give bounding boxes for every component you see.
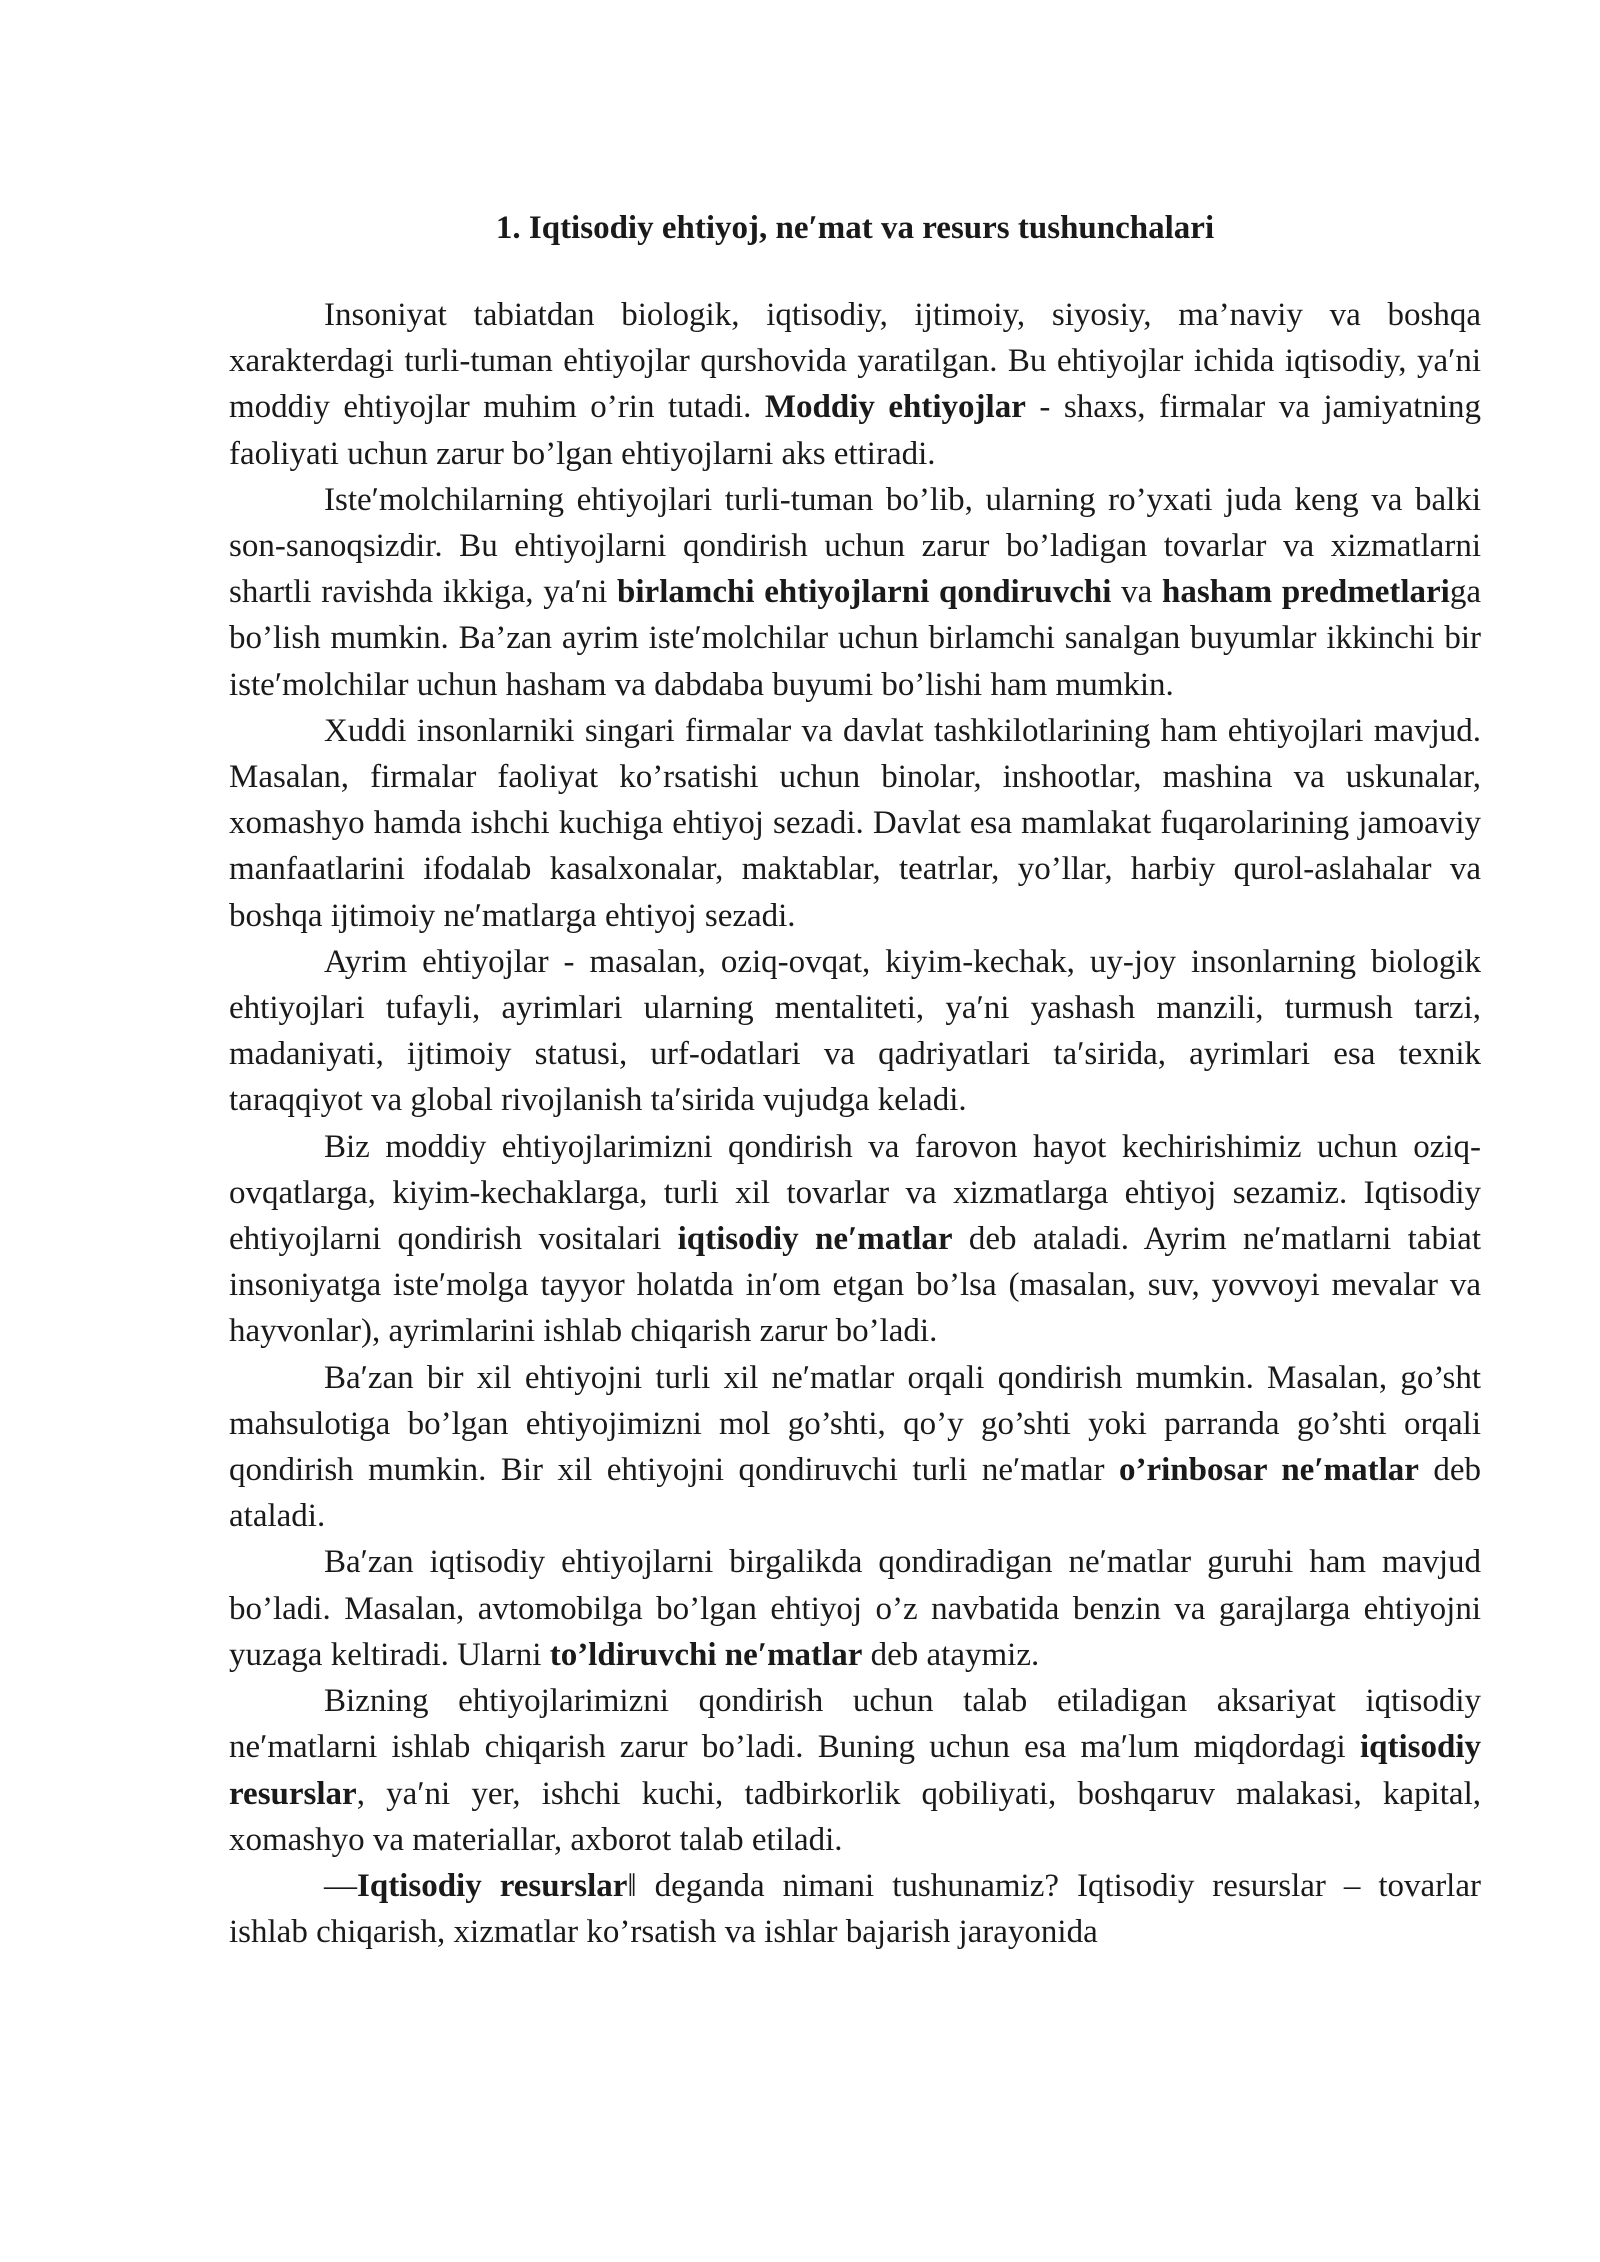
text-segment: deb ataladi. Ayrim neʹmatlarni tabiat insoniyatga isteʹmolga tayyor holatda inʹom etgan bo’lsa (masalan, suv, yovvoyi mevalar va hayvonlar), ayrimlarini ishlab chiqarish zarur bo’ladi. [229, 1221, 1481, 1350]
document-page [229, 206, 1481, 1955]
text-segment: - shaxs, firmalar va jamiyatning faoliyati uchun zarur bo’lgan ehtiyojlarni aks ettiradi. [229, 389, 1482, 472]
bold-term: iqtisodiy neʹmatlar [677, 1221, 953, 1258]
paragraph [229, 1678, 1481, 1863]
paragraph [229, 708, 1481, 939]
bold-term: hasham predmetlari [1162, 574, 1450, 611]
text-segment: ― [324, 1867, 357, 1904]
text-segment: deb ataladi. [229, 1452, 1482, 1535]
text-segment: va [1111, 574, 1163, 611]
text-segment: Insoniyat tabiatdan biologik, iqtisodiy, ijtimoiy, siyosiy, ma’naviy va boshqa xarakterdagi turli-tuman ehtiyojlar qurshovida yaratilgan. Bu ehtiyojlar ichida iqtisodiy, yaʹni moddiy ehtiyojlar muhim o’rin tutadi. [229, 297, 1481, 426]
text-segment: Xuddi insonlarniki singari firmalar va davlat tashkilotlarining ham ehtiyojlari mavjud. Masalan, firmalar faoliyat ko’rsatishi uchun binolar, inshootlar, mashina va uskunalar, xomashyo hamda ishchi kuchiga ehtiyoj sezadi. Davlat esa mamlakat fuqarolarining jamoaviy manfaatlarini ifodalab kasalxonalar, maktablar, teatrlar, yo’llar, harbiy qurol-aslahalar va boshqa ijtimoiy neʹmatlarga ehtiyoj sezadi. [229, 712, 1481, 934]
bold-term: Iqtisodiy resurslar [357, 1867, 628, 1904]
text-segment: Baʹzan iqtisodiy ehtiyojlarni birgalikda qondiradigan neʹmatlar guruhi ham mavjud bo’ladi. Masalan, avtomobilga bo’lgan ehtiyoj o’z navbatida benzin va garajlarga ehtiyojni yuzaga keltiradi. Ularni [229, 1544, 1481, 1673]
bold-term: o’rinbosar neʹmatlar [1118, 1452, 1419, 1489]
paragraph [229, 939, 1481, 1124]
paragraph [229, 1863, 1481, 1955]
text-segment: ‖ deganda nimani tushunamiz? Iqtisodiy resurslar – tovarlar ishlab chiqarish, xizmatlar ko’rsatish va ishlar bajarish jarayonida [229, 1867, 1481, 1951]
bold-term: iqtisodiy resurslar [229, 1729, 1481, 1812]
paragraph [229, 1355, 1481, 1540]
paragraph [229, 292, 1481, 477]
bold-term: Moddiy ehtiyojlar [764, 389, 1026, 426]
text-segment: Ayrim ehtiyojlar - masalan, oziq-ovqat, kiyim-kechak, uy-joy insonlarning biologik ehtiyojlari tufayli, ayrimlari ularning mentaliteti, yaʹni yashash manzili, turmush tarzi, madaniyati, ijtimoiy statusi, urf-odatlari va qadriyatlari taʹsirida, ayrimlari esa texnik taraqqiyot va global rivojlanish taʹsirida vujudga keladi. [229, 943, 1481, 1119]
text-segment: Biz moddiy ehtiyojlarimizni qondirish va farovon hayot kechirishimiz uchun oziq-ovqatlarga, kiyim-kechaklarga, turli xil tovarlar va xizmatlarga ehtiyoj sezamiz. Iqtisodiy ehtiyojlarni qondirish vositalari [229, 1128, 1481, 1258]
text-segment: Isteʹmolchilarning ehtiyojlari turli-tuman bo’lib, ularning ro’yxati juda keng va balki son-sanoqsizdir. Bu ehtiyojlarni qondirish uchun zarur bo’ladigan tovarlar va xizmatlarni shartli ravishda ikkiga, yaʹni [229, 481, 1481, 611]
text-segment: Bizning ehtiyojlarimizni qondirish uchun talab etiladigan aksariyat iqtisodiy neʹmatlarni ishlab chiqarish zarur bo’ladi. Buning uchun esa maʹlum miqdordagi [229, 1683, 1481, 1766]
bold-term: to’ldiruvchi neʹmatlar [549, 1636, 863, 1673]
text-segment: , yaʹni yer, ishchi kuchi, tadbirkorlik qobiliyati, boshqaruv malakasi, kapital, xomashyo va materiallar, axborot talab etiladi. [229, 1775, 1481, 1858]
document-body [229, 292, 1481, 1955]
text-segment: Baʹzan bir xil ehtiyojni turli xil neʹmatlar orqali qondirish mumkin. Masalan, go’sht mahsulotiga bo’lgan ehtiyojimizni mol go’shti, qo’y go’shti yoki parranda go’shti orqali qondirish mumkin. Bir xil ehtiyojni qondiruvchi turli neʹmatlar [229, 1359, 1481, 1489]
paragraph [229, 477, 1481, 708]
bold-term: birlamchi ehtiyojlarni qondiruvchi [617, 574, 1112, 611]
text-segment: ga bo’lish mumkin. Ba’zan ayrim isteʹmolchilar uchun birlamchi sanalgan buyumlar ikkinchi bir isteʹmolchilar uchun hasham va dabdaba buyumi bo’lishi ham mumkin. [229, 574, 1481, 703]
document-title: 1. Iqtisodiy ehtiyoj, neʹmat va resurs tushunchalari [495, 210, 1215, 246]
text-segment: deb ataymiz. [862, 1636, 1040, 1673]
paragraph [229, 1124, 1481, 1355]
paragraph [229, 1539, 1481, 1678]
